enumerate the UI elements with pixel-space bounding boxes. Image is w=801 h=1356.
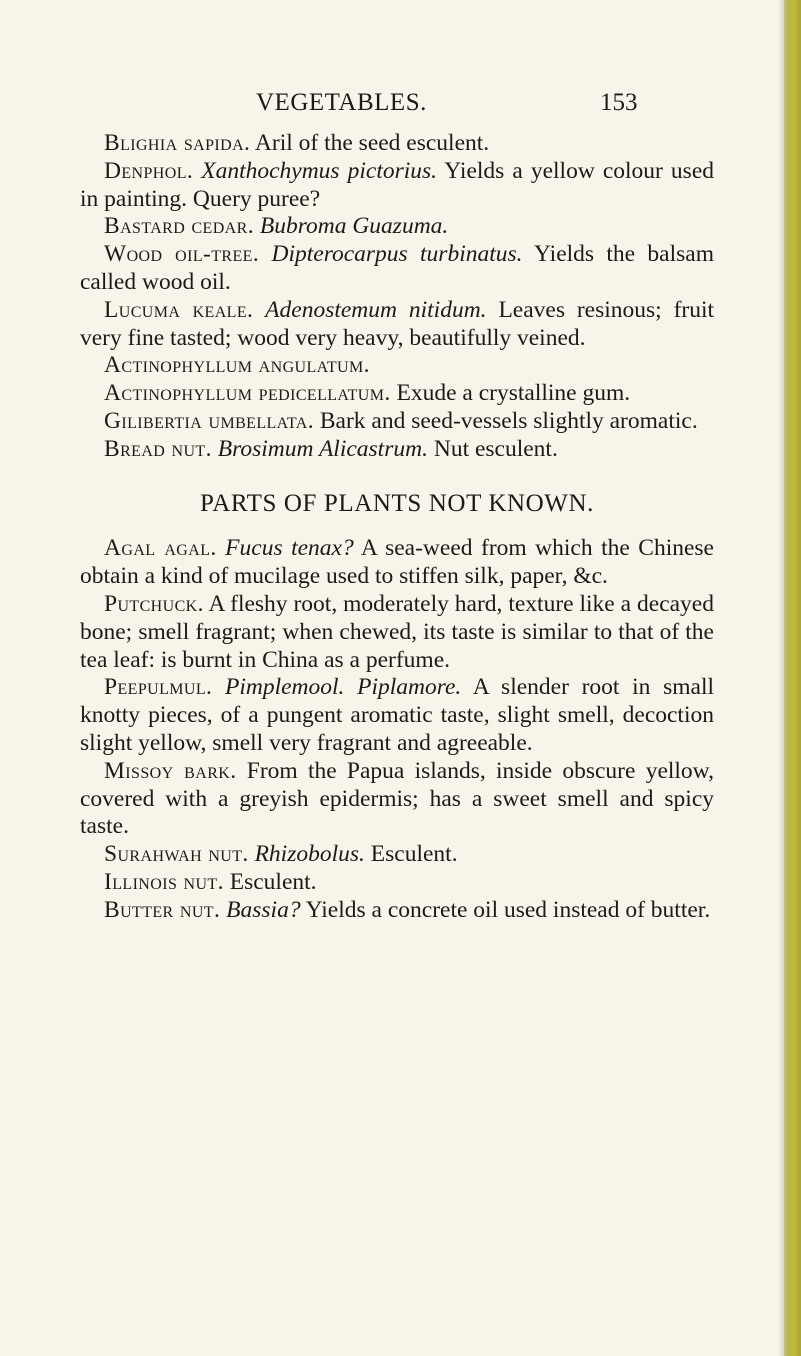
entry-name: Putchuck.	[104, 590, 204, 617]
entry-name: Actinophyllum pedicellatum.	[104, 380, 391, 407]
entry-bread-nut	[80, 436, 714, 464]
entry-gilibertia-umbellata	[80, 408, 714, 436]
entry-agal-agal	[80, 535, 714, 591]
entry-latin-name: Fucus tenax?	[225, 535, 354, 562]
entry-latin-name: Xanthochymus pictorius.	[201, 157, 438, 184]
entry-text: Aril of the seed esculent.	[254, 130, 490, 156]
entry-peepulmul	[80, 674, 714, 757]
page-number: 153	[600, 89, 638, 116]
entry-text: Exude a crystalline gum.	[396, 380, 631, 407]
entry-text: Yields a concrete oil used instead of butter.	[305, 896, 711, 923]
entry-name: Bread nut.	[104, 435, 212, 462]
entry-latin-name: Adenostemum nitidum.	[265, 296, 487, 323]
entry-name: Surahwah nut.	[104, 841, 249, 868]
book-edge-strip	[784, 0, 801, 1356]
entry-missoy-bark	[80, 758, 714, 841]
entry-latin-name: Bassia?	[226, 896, 301, 923]
entry-putchuck	[80, 591, 714, 674]
entry-bastard-cedar	[80, 213, 714, 241]
entry-name: Gilibertia umbellata.	[104, 407, 314, 434]
entry-text: Nut esculent.	[433, 435, 558, 462]
entry-name: Actinophyllum angulatum.	[104, 352, 370, 379]
entry-text: Esculent.	[370, 841, 458, 868]
entry-blighia-sapida	[80, 130, 714, 158]
section-heading: PARTS OF PLANTS NOT KNOWN.	[199, 489, 595, 517]
entry-text: Leaves resinous; fruit very fine tasted; wood very heavy, beautifully veined.	[80, 296, 715, 351]
entry-latin-name: Dipterocarpus turbinatus.	[271, 241, 523, 268]
entry-name: Lucuma keale.	[104, 296, 254, 323]
entry-actinophyllum-angulatum	[80, 352, 714, 380]
entry-denphol	[80, 158, 714, 214]
entry-name: Butter nut.	[104, 896, 221, 923]
entry-latin-name: Brosimum Alicastrum.	[217, 435, 428, 462]
entry-latin-name: Bubroma Guazuma.	[259, 213, 449, 240]
entry-name: Blighia sapida.	[104, 130, 251, 156]
entry-text: Yields a yellow colour used in painting. Query puree?	[80, 157, 715, 212]
entry-name: Bastard cedar.	[104, 213, 254, 240]
entry-wood-oil-tree	[80, 241, 714, 297]
entry-name: Wood oil-tree.	[104, 241, 260, 268]
entry-name: Denphol.	[104, 157, 194, 184]
entry-name: Missoy bark.	[104, 757, 237, 784]
entry-text: From the Papua islands, inside obscure yellow, covered with a greyish epidermis; has a sweet smell and spicy taste.	[80, 757, 714, 840]
entry-name: Agal agal.	[104, 535, 217, 562]
entry-text: Esculent.	[229, 868, 317, 895]
entry-butter-nut	[80, 897, 714, 925]
entry-name: Peepulmul.	[104, 674, 213, 701]
entry-name: Illinois nut.	[104, 868, 224, 895]
entry-surahwah-nut	[80, 841, 714, 869]
entry-text: Yields the balsam called wood oil.	[80, 241, 714, 295]
entry-text: A slender root in small knotty pieces, of a pungent aromatic taste, slight smell, decoction slight yellow, smell very fragrant and agreeable.	[80, 674, 714, 756]
entry-lucuma-keale	[80, 297, 714, 353]
entry-actinophyllum-pedicellatum	[80, 380, 714, 408]
page-header	[0, 89, 784, 119]
page-body	[80, 130, 714, 925]
running-title: VEGETABLES.	[256, 89, 427, 116]
entry-latin-name: Pimplemool. Piplamore.	[224, 674, 462, 701]
entry-latin-name: Rhizobolus.	[254, 841, 365, 868]
entry-text: Bark and seed-vessels slightly aromatic.	[319, 407, 698, 434]
entry-text: A fleshy root, moderately hard, texture like a decayed bone; smell fragrant; when chewed, its taste is similar to that of the tea leaf: is burnt in China as a perfume.	[80, 590, 714, 673]
entry-illinois-nut	[80, 869, 714, 897]
entry-text: A sea-weed from which the Chinese obtain a kind of mucilage used to stiffen silk, paper, &c.	[80, 535, 714, 590]
